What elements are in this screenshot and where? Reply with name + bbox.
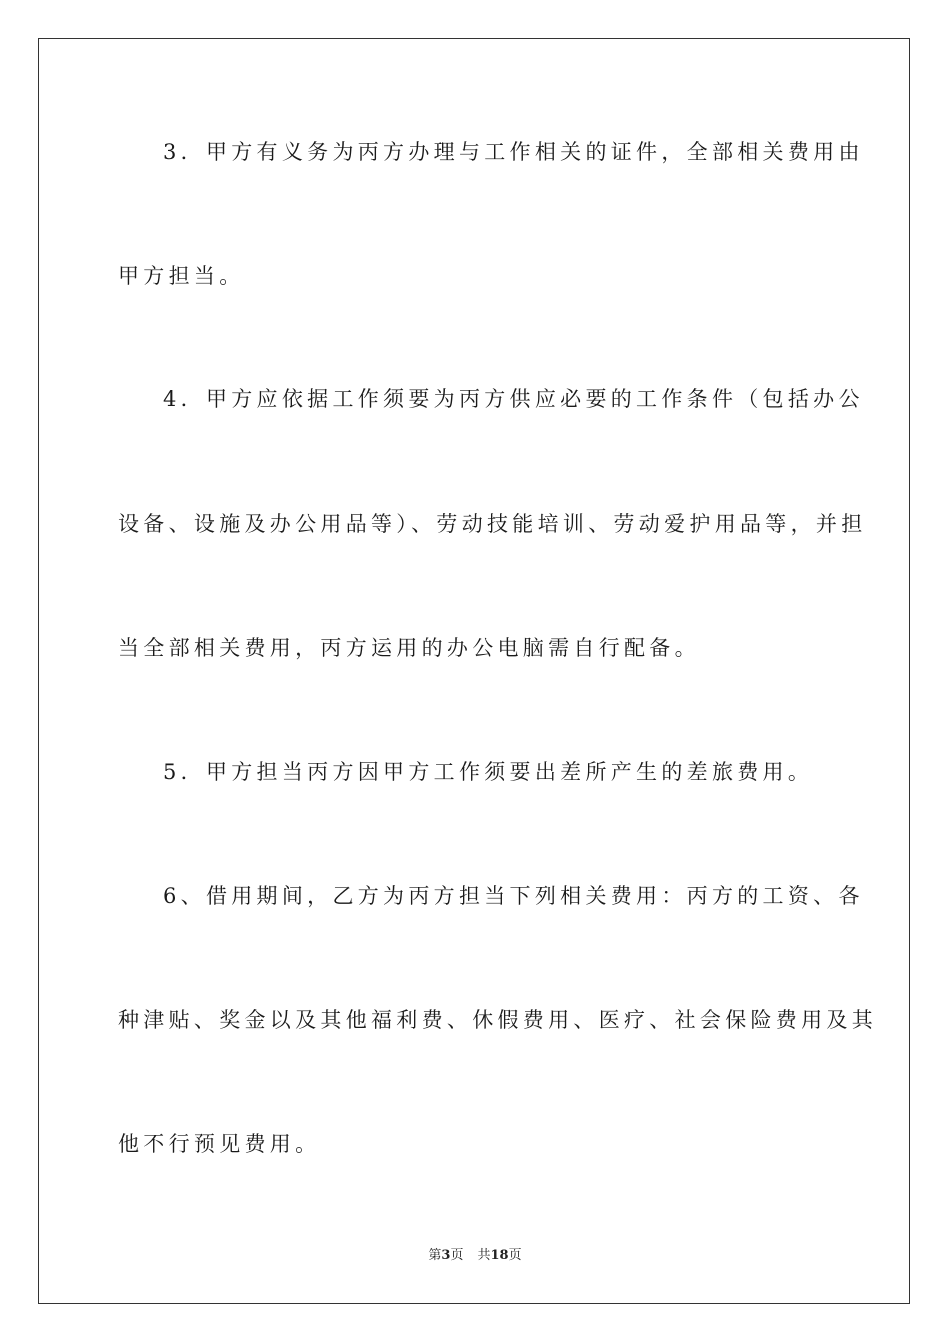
paragraph-4-line-3: 当全部相关费用，丙方运用的办公电脑需自行配备。 <box>118 636 700 660</box>
paragraph-5-line-1: 5．甲方担当丙方因甲方工作须要出差所产生的差旅费用。 <box>163 760 814 784</box>
page-suffix: 页 <box>450 1248 464 1263</box>
paragraph-4-line-1: 4．甲方应依据工作须要为丙方供应必要的工作条件（包括办公 <box>163 387 864 411</box>
paragraph-6-line-2: 种津贴、奖金以及其他福利费、休假费用、医疗、社会保险费用及其 <box>118 1008 877 1032</box>
total-prefix: 共 <box>477 1248 491 1263</box>
paragraph-6-line-3: 他不行预见费用。 <box>118 1132 321 1156</box>
page-footer <box>0 1247 950 1265</box>
page-prefix: 第 <box>428 1248 442 1263</box>
paragraph-3-line-2: 甲方担当。 <box>118 264 245 288</box>
total-pages: 18 <box>490 1248 509 1263</box>
paragraph-6-line-1: 6、借用期间，乙方为丙方担当下列相关费用：丙方的工资、各 <box>163 884 864 908</box>
page-border <box>38 38 910 1304</box>
paragraph-3-line-1: 3．甲方有义务为丙方办理与工作相关的证件，全部相关费用由 <box>163 140 864 164</box>
paragraph-4-line-2: 设备、设施及办公用品等）、劳动技能培训、劳动爱护用品等，并担 <box>118 512 867 536</box>
total-suffix: 页 <box>508 1248 522 1263</box>
page-number: 3 <box>441 1248 451 1263</box>
